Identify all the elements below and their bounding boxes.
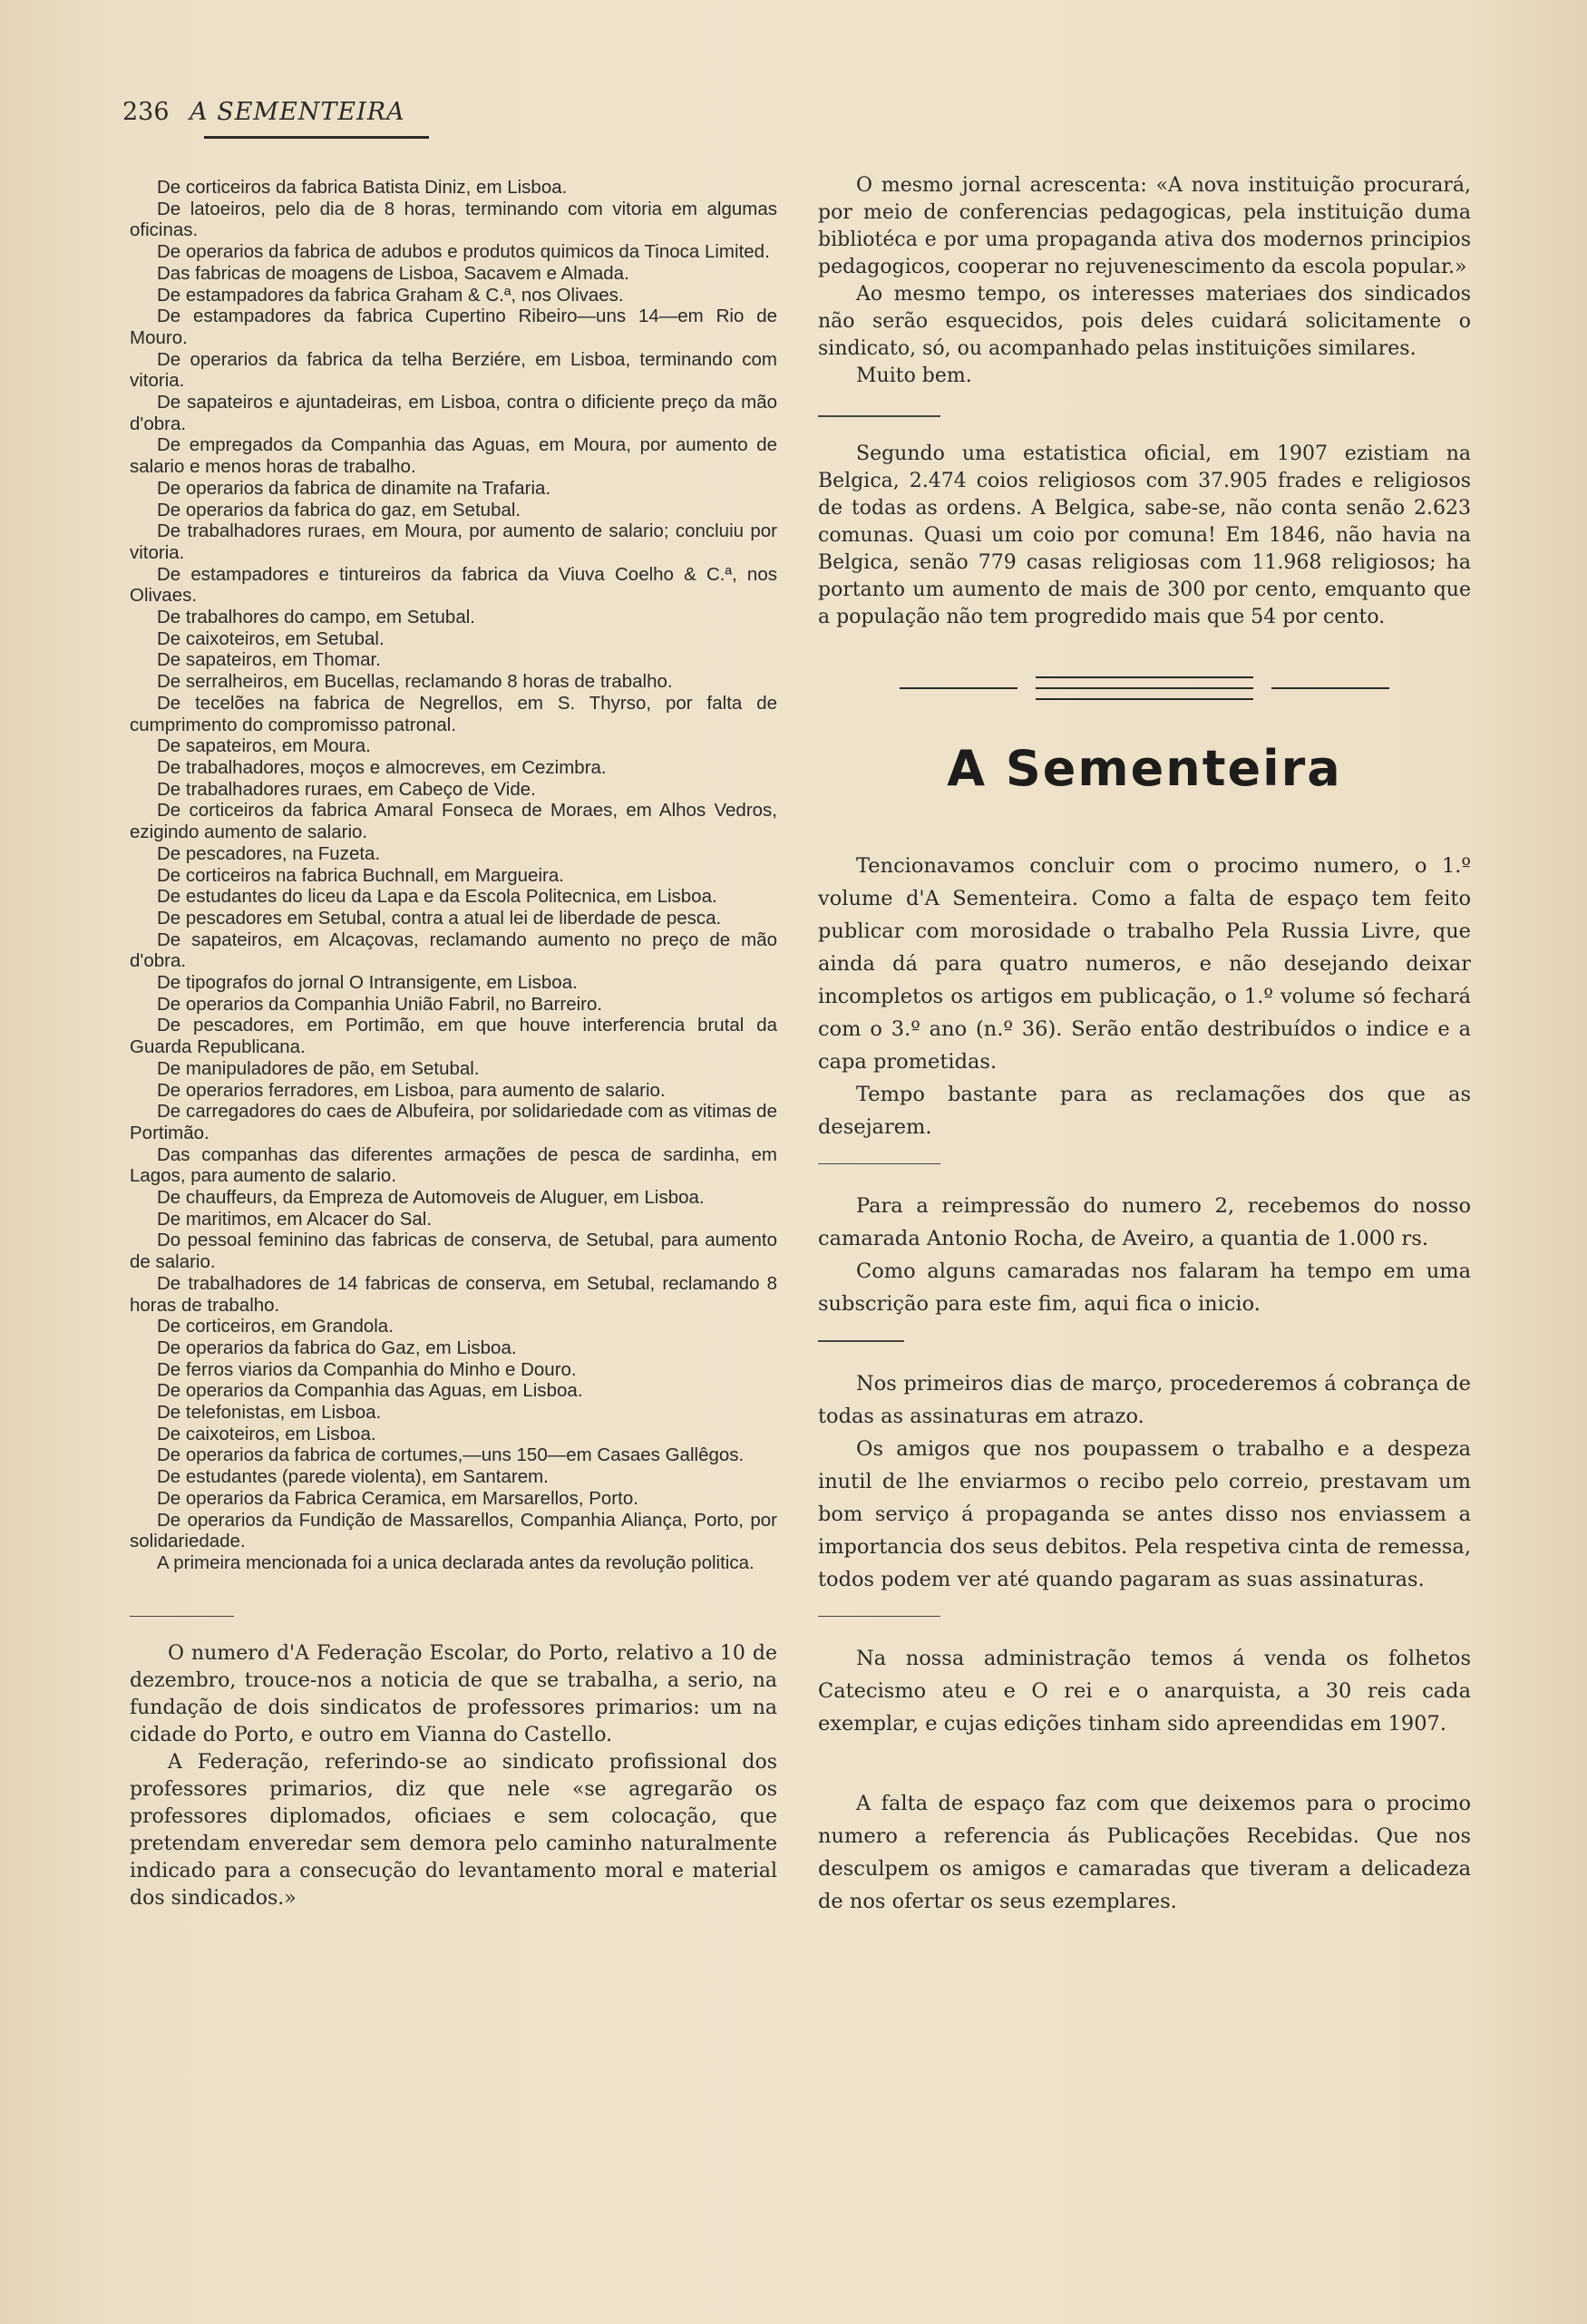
sementeira-notices — [818, 850, 1471, 1919]
strike-item: De chauffeurs, da Empreza de Automoveis de Aluguer, em Lisboa. — [157, 1187, 705, 1209]
ornamental-divider — [818, 676, 1471, 704]
notice-subscricao: Como alguns camaradas nos falaram ha tempo em uma subscrição para este fim, aqui fica o inicio. — [818, 1259, 1471, 1316]
notice-volume: Tencionavamos concluir com o procimo numero, o 1.º volume d'A Sementeira. Como a falta de espaço tem feito publicar com morosidade o trabalho Pela Russia Livre, que ainda dá para quatro numeros, e não desejando deixar incompletos os artigos em publicação, o 1.º volume só fechará com o 3.º ano (n.º 36). Serão então destribuídos o indice e a capa prometidas. — [818, 853, 1471, 1074]
strike-item: De trabalhores do campo, em Setubal. — [157, 607, 475, 628]
strike-item: De caixoteiros, em Lisboa. — [157, 1423, 376, 1444]
federacao-paragraph-1: O numero d'A Federação Escolar, do Porto, relativo a 10 de dezembro, trouce-nos a noticia de que se trabalha, a serio, na fundação de dois sindicatos de professores primarios: um na cidade do Porto, e outro em Vianna do Castello. — [130, 1642, 777, 1747]
strike-item: De empregados da Companhia das Aguas, em Moura, por aumento de salario e menos horas de trabalho. — [130, 434, 777, 478]
strike-item: Do pessoal feminino das fabricas de conserva, de Setubal, para aumento de salario. — [130, 1230, 777, 1273]
belgica-article — [818, 441, 1471, 631]
strike-item: De sapateiros e ajuntadeiras, em Lisboa, contra o dificiente preço da mão d'obra. — [130, 392, 777, 434]
continuation-paragraph-1: O mesmo jornal acrescenta: «A nova instituição procurará, por meio de conferencias pedagogicas, pela instituição duma bibliotéca e por uma propaganda ativa dos modernos principios pedagogicos, cooperar no rejuvenescimento da escola popular.» — [818, 174, 1471, 278]
left-column — [130, 177, 777, 1912]
strike-item: De operarios da fabrica de cortumes,—uns 150—em Casaes Gallêgos. — [157, 1444, 745, 1466]
strike-item: De operarios da fabrica de dinamite na Trafaria. — [157, 477, 551, 499]
strike-item: De pescadores, na Fuzeta. — [157, 842, 381, 864]
strike-item: De operarios da Fundição de Massarellos, Companhia Aliança, Porto, por solidariedade. — [130, 1509, 777, 1552]
strike-item: De estudantes do liceu da Lapa e da Escola Politecnica, em Lisboa. — [157, 886, 717, 908]
strike-item: De maritimos, em Alcacer do Sal. — [157, 1208, 433, 1230]
continuation-paragraph-2: Ao mesmo tempo, os interesses materiaes dos sindicados não serão esquecidos, pois deles cuidará solicitamente o sindicato, só, ou acompanhado pelas instituições similares. — [818, 283, 1471, 360]
strike-item: Das companhas das diferentes armações de pesca de sardinha, em Lagos, para aumento de salario. — [130, 1143, 777, 1187]
strike-list — [130, 177, 777, 1574]
strike-item: De trabalhadores ruraes, em Moura, por aumento de salario; concluiu por vitoria. — [130, 520, 777, 563]
strike-item: De estampadores da fabrica Graham & C.ª, nos Olivaes. — [157, 284, 624, 306]
strike-item: De operarios da fabrica da telha Berziére, em Lisboa, terminando com vitoria. — [130, 348, 777, 392]
strike-item: De estampadores e tintureiros da fabrica da Viuva Coelho & C.ª, nos Olivaes. — [130, 563, 777, 607]
notice-reimpressao: Para a reimpressão do numero 2, recebemos do nosso camarada Antonio Rocha, de Aveiro, a quantia de 1.000 rs. — [818, 1194, 1471, 1250]
strike-item: De corticeiros, em Grandola. — [157, 1316, 394, 1337]
strike-item: De sapateiros, em Thomar. — [157, 649, 381, 671]
notice-amigos: Os amigos que nos poupassem o trabalho e a despeza inutil de lhe enviarmos o recibo pelo correio, prestavam um bom serviço á propaganda se antes disso nos enviassem a importancia dos seus debitos. Pela respetiva cinta de remessa, todos podem ver até quando pagaram as suas assinaturas. — [818, 1436, 1471, 1591]
federacao-article — [130, 1640, 777, 1912]
strike-item: De trabalhadores, moços e almocreves, em Cezimbra. — [157, 756, 607, 778]
separator-rule — [818, 1163, 940, 1165]
notice-folhetos: Na nossa administração temos á venda os folhetos Catecismo ateu e O rei e o anarquista, a 30 reis cada exemplar, e cujas edições tinham sido apreendidas em 1907. — [818, 1647, 1471, 1736]
page-header — [122, 98, 431, 126]
strike-item: De operarios da Companhia União Fabril, no Barreiro. — [157, 993, 603, 1015]
strike-item: De ferros viarios da Companhia do Minho e Douro. — [157, 1358, 577, 1380]
strike-item: De operarios da Fabrica Ceramica, em Marsarellos, Porto. — [157, 1487, 638, 1509]
strike-item: De sapateiros, em Moura. — [157, 735, 371, 757]
strike-item: De trabalhadores ruraes, em Cabeço de Vide. — [157, 778, 536, 800]
strike-item: De corticeiros na fabrica Buchnall, em Margueira. — [157, 864, 564, 886]
separator-rule — [818, 1616, 940, 1618]
strike-item: De operarios da Companhia das Aguas, em Lisboa. — [157, 1380, 583, 1402]
notice-cobranca: Nos primeiros dias de março, procederemos á cobrança de todas as assinaturas em atrazo. — [818, 1371, 1471, 1428]
federacao-continuation — [818, 172, 1471, 390]
strike-item: De operarios da fabrica de adubos e produtos quimicos da Tinoca Limited. — [157, 241, 770, 263]
strike-item: De pescadores, em Portimão, em que houve interferencia brutal da Guarda Republicana. — [130, 1015, 777, 1058]
strike-item: De estudantes (parede violenta), em Santarem. — [157, 1466, 549, 1488]
journal-title: A SEMENTEIRA — [190, 98, 405, 126]
strike-item: De corticeiros da fabrica Batista Diniz, em Lisboa. — [157, 177, 568, 198]
separator-rule — [818, 415, 940, 417]
strike-item: De estampadores da fabrica Cupertino Ribeiro—uns 14—em Rio de Mouro. — [130, 306, 777, 348]
notice-publicacoes: A falta de espaço faz com que deixemos para o procimo numero a referencia ás Publicações Recebidas. Que nos desculpem os amigos e camaradas que tiveram a delicadeza de nos ofertar os seus ezemplares. — [818, 1792, 1471, 1913]
strike-item: De operarios ferradores, em Lisboa, para aumento de salario. — [157, 1079, 666, 1101]
belgica-paragraph: Segundo uma estatistica oficial, em 1907 ezistiam na Belgica, 2.474 coios religiosos com 37.905 frades e religiosos de todas as ordens. A Belgica, sabe-se, não conta senão 2.623 comunas. Quasi um coio por comuna! Em 1846, não havia na Belgica, senão 779 casas religiosas com 11.968 religiosos; ha portanto um aumento de mais de 300 por cento, emquanto que a população não tem progredido mais que 54 por cento. — [818, 442, 1471, 628]
strike-item: De tecelões na fabrica de Negrellos, em S. Thyrso, por falta de cumprimento do compromisso patronal. — [130, 692, 777, 735]
federacao-paragraph-2: A Federação, referindo-se ao sindicato profissional dos professores primarios, diz que nele «se agregarão os professores diplomados, oficiaes e sem colocação, que pretendam enveredar sem demora pelo caminho naturalmente indicado para a consecução do levantamento moral e material dos sindicados.» — [130, 1751, 777, 1911]
strike-item: De operarios da fabrica do Gaz, em Lisboa. — [157, 1337, 517, 1358]
header-rule — [204, 136, 429, 139]
right-column — [818, 172, 1471, 1918]
strike-item: De corticeiros da fabrica Amaral Fonseca de Moraes, em Alhos Vedros, ezigindo aumento de salario. — [130, 800, 777, 843]
strike-item: De sapateiros, em Alcaçovas, reclamando aumento no preço de mão d'obra. — [130, 929, 777, 972]
strike-item: De carregadores do caes de Albufeira, por solidariedade com as vitimas de Portimão. — [130, 1101, 777, 1143]
page-number: 236 — [122, 98, 170, 126]
strike-item: De telefonistas, em Lisboa. — [157, 1402, 382, 1424]
strike-item: De serralheiros, em Bucellas, reclamando 8 horas de trabalho. — [157, 671, 673, 693]
strike-item: De manipuladores de pão, em Setubal. — [157, 1057, 480, 1079]
notice-reclamacoes: Tempo bastante para as reclamações dos que as desejarem. — [818, 1082, 1471, 1139]
strike-item: De pescadores em Setubal, contra a atual lei de liberdade de pesca. — [157, 907, 722, 929]
separator-rule — [818, 1340, 904, 1342]
strike-item: A primeira mencionada foi a unica declarada antes da revolução politica. — [157, 1552, 755, 1573]
strike-item: De trabalhadores de 14 fabricas de conserva, em Setubal, reclamando 8 horas de trabalho. — [130, 1272, 777, 1316]
strike-item: De tipografos do jornal O Intransigente, em Lisboa. — [157, 972, 578, 994]
strike-item: De operarios da fabrica do gaz, em Setubal. — [157, 499, 521, 520]
continuation-paragraph-3: Muito bem. — [856, 365, 972, 387]
section-title: A Sementeira — [947, 739, 1342, 797]
strike-item: Das fabricas de moagens de Lisboa, Sacavem e Almada. — [157, 262, 629, 284]
strike-item: De caixoteiros, em Setubal. — [157, 627, 385, 649]
strike-item: De latoeiros, pelo dia de 8 horas, terminando com vitoria em algumas oficinas. — [130, 198, 777, 241]
separator-rule — [130, 1616, 234, 1618]
